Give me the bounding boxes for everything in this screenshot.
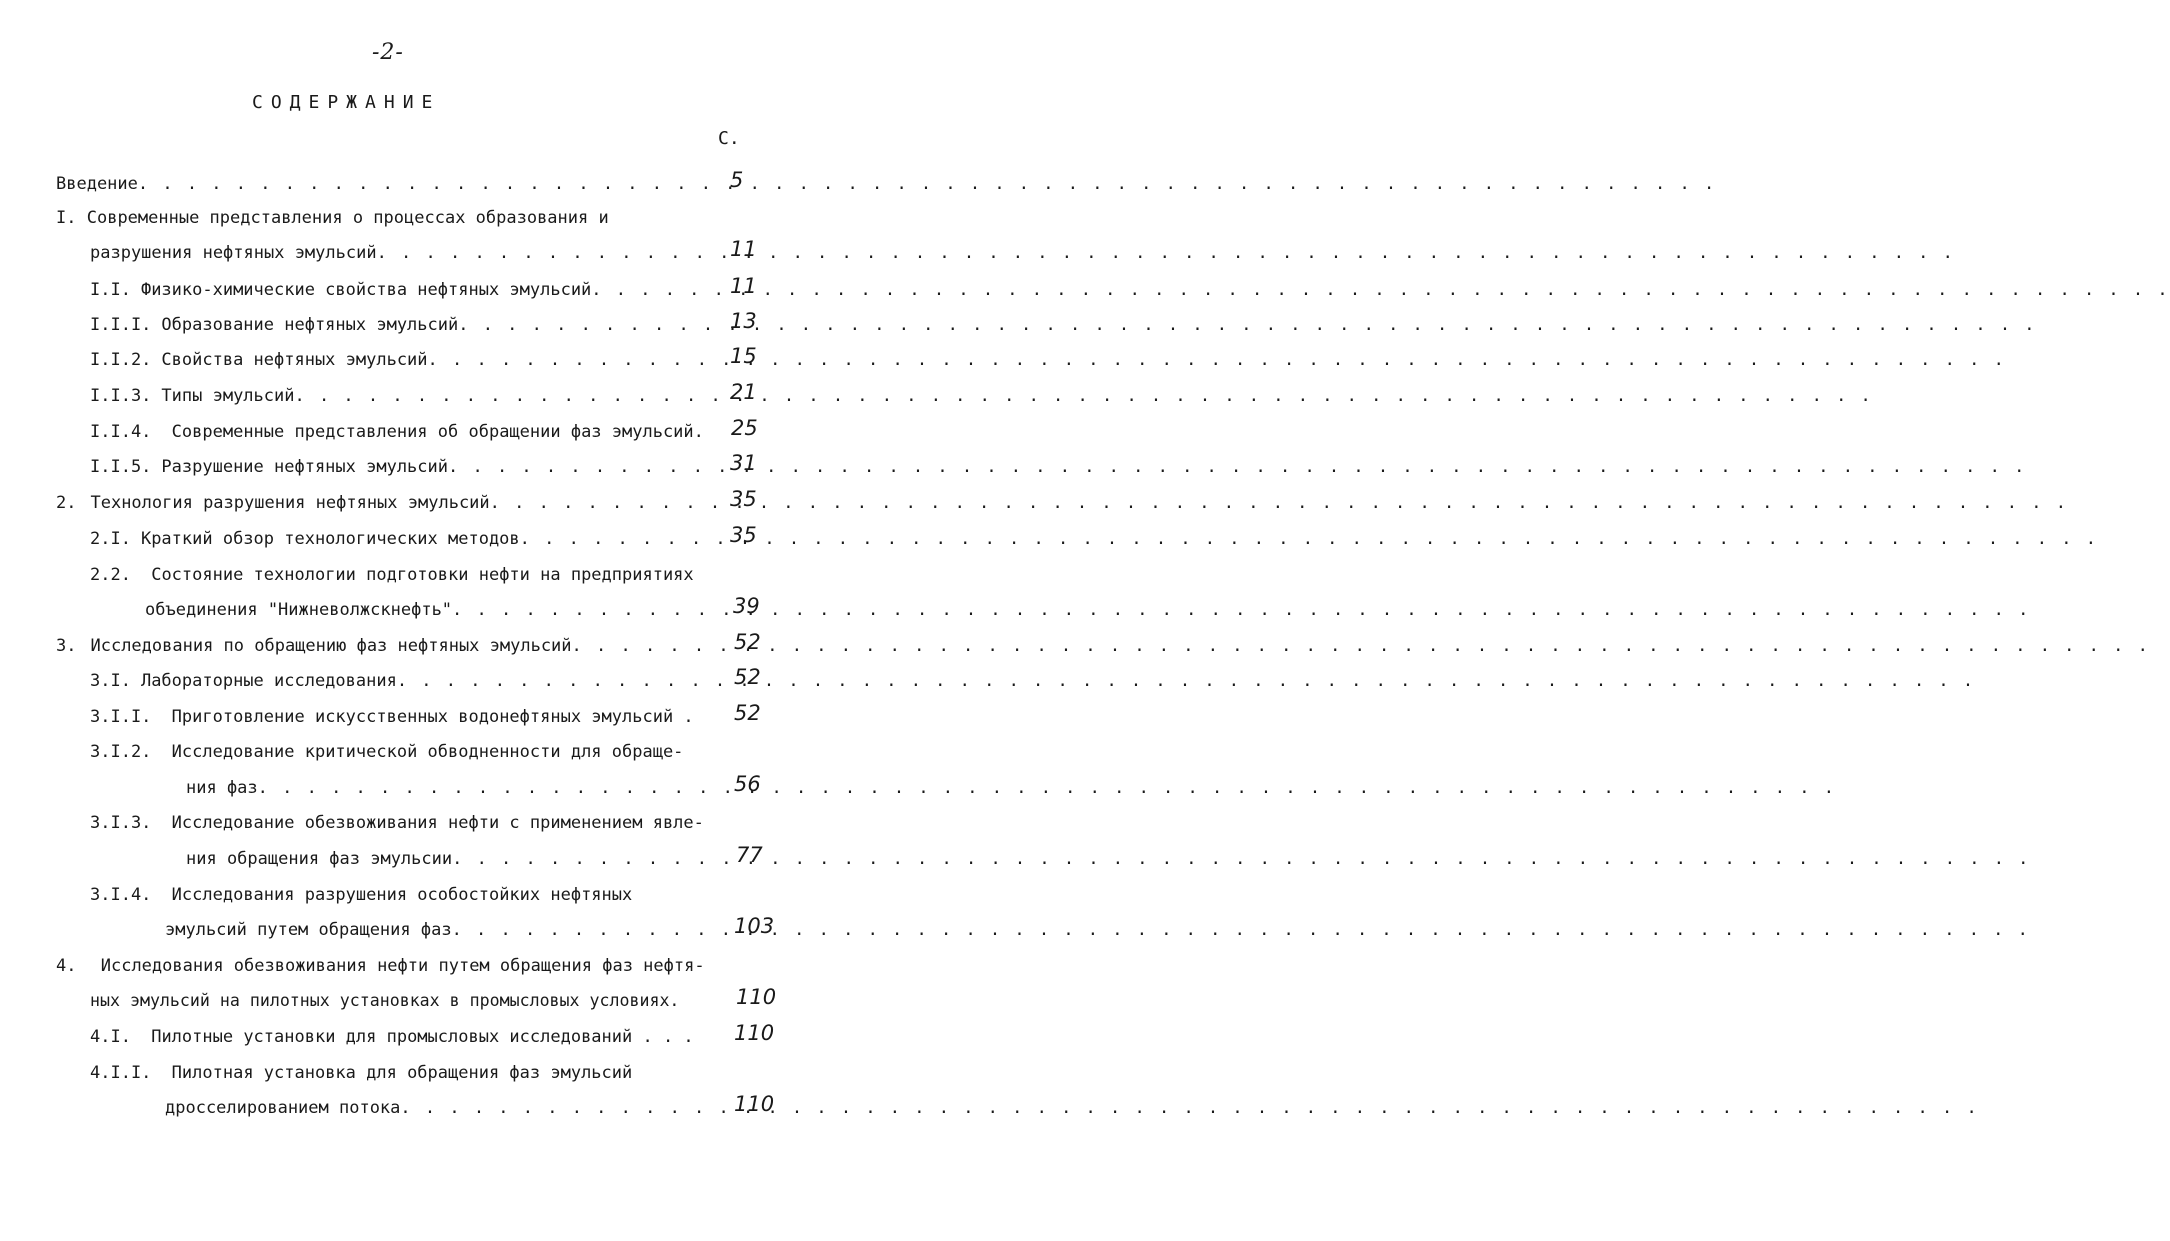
toc-entry-number: 3.I.4. <box>90 885 152 905</box>
toc-entry-4-1-1 <box>90 1063 632 1089</box>
toc-entry-3-1-4-cont <box>165 920 726 946</box>
toc-entry-text: Типы эмульсий <box>161 386 295 406</box>
toc-entry-3-1-4 <box>90 885 632 911</box>
toc-entry-number: I.I.I. <box>90 315 152 335</box>
toc-entry-text: Физико-химические свойства нефтяных эмульсий <box>140 280 592 300</box>
toc-entry-1-1 <box>90 280 726 306</box>
toc-entry-text: Современные представления об обращении фаз эмульсий. <box>171 422 704 442</box>
toc-entry-text: Исследования обезвоживания нефти путем обращения фаз нефтя- <box>100 956 705 976</box>
toc-entry-3-1-3 <box>90 813 704 839</box>
toc-entry-text: Приготовление искусственных водонефтяных эмульсий . <box>171 707 694 727</box>
toc-entry-text: Свойства нефтяных эмульсий <box>161 350 428 370</box>
toc-entry-text: Введение <box>56 174 138 194</box>
toc-entry-number: 3.I. <box>90 671 131 691</box>
toc-entry-4-1-1-cont <box>165 1098 730 1124</box>
toc-entry-text: Образование нефтяных эмульсий <box>161 315 459 335</box>
toc-entry-1-1-3 <box>90 386 726 412</box>
toc-entry-text-cont: ния обращения фаз эмульсии <box>186 849 453 869</box>
toc-entry-2-1 <box>90 529 726 555</box>
toc-entry-1-cont <box>90 243 726 269</box>
toc-page-1-1-5: 31 <box>730 451 757 475</box>
toc-entry-text-cont: ния фаз <box>186 778 258 798</box>
toc-page-1: 11 <box>730 237 757 261</box>
toc-page-1-1-2: 15 <box>730 344 757 368</box>
toc-entry-number: I.I.4. <box>90 422 152 442</box>
toc-entry-intro <box>56 174 726 200</box>
toc-entry-number: I. <box>56 208 77 228</box>
toc-entry-text: Состояние технологии подготовки нефти на предприятиях <box>151 565 694 585</box>
toc-entry-2-2-cont <box>145 600 726 626</box>
toc-entry-3-1-1 <box>90 707 694 733</box>
toc-page-3-1-2: 56 <box>734 772 761 796</box>
toc-entry-number: 4.I.I. <box>90 1063 152 1083</box>
toc-page-1-1: 11 <box>730 274 757 298</box>
toc-page-3-1-1: 52 <box>734 701 761 725</box>
toc-entry-text: Разрушение нефтяных эмульсий <box>161 457 448 477</box>
toc-entry-text-cont: объединения "Нижневолжскнефть" <box>145 600 453 620</box>
toc-entry-number: 3.I.I. <box>90 707 152 727</box>
toc-page-2: 35 <box>730 487 757 511</box>
toc-entry-number: 2. <box>56 493 77 513</box>
toc-entry-1-1-1 <box>90 315 726 341</box>
toc-entry-text-cont: разрушения нефтяных эмульсий <box>90 243 377 263</box>
toc-page-2-1: 35 <box>730 523 757 547</box>
toc-entry-text: Технология разрушения нефтяных эмульсий <box>90 493 490 513</box>
toc-entry-text: Исследование обезвоживания нефти с применением явле- <box>171 813 704 833</box>
page-number: -2- <box>372 40 404 65</box>
toc-page-intro: 5 <box>730 168 744 192</box>
toc-page-1-1-3: 21 <box>730 380 757 404</box>
toc-entry-text: Лабораторные исследования <box>140 671 397 691</box>
toc-entry-text-cont: эмульсий путем обращения фаз <box>165 920 452 940</box>
toc-entry-1 <box>56 208 609 234</box>
toc-page-4-1-1: 110 <box>734 1092 775 1116</box>
toc-entry-2-2 <box>90 565 694 591</box>
toc-entry-text: Пилотная установка для обращения фаз эмульсий <box>171 1063 633 1083</box>
toc-page-3-1: 52 <box>734 665 761 689</box>
toc-entry-1-1-2 <box>90 350 726 376</box>
page-title: СОДЕРЖАНИЕ <box>252 92 441 113</box>
toc-entry-text: Исследования по обращению фаз нефтяных эмульсий <box>90 636 572 656</box>
toc-page-3-1-4: 103 <box>734 914 775 938</box>
toc-entry-text: Исследования разрушения особостойких нефтяных <box>171 885 633 905</box>
toc-page-3-1-3: 77 <box>736 843 763 867</box>
toc-entry-1-1-4 <box>90 422 704 448</box>
toc-page-2-2: 39 <box>733 594 760 618</box>
toc-entry-number: 4. <box>56 956 77 976</box>
toc-entry-text-cont: дросселированием потока <box>165 1098 401 1118</box>
toc-entry-number: 2.2. <box>90 565 131 585</box>
toc-entry-number: I.I. <box>90 280 131 300</box>
toc-entry-3 <box>56 636 726 662</box>
toc-entry-3-1 <box>90 671 726 697</box>
toc-entry-4-cont: ных эмульсий на пилотных установках в промысловых условиях. <box>90 991 680 1010</box>
toc-entry-number: I.I.5. <box>90 457 152 477</box>
toc-page-3: 52 <box>734 630 761 654</box>
toc-entry-text: Пилотные установки для промысловых исследований . . . <box>151 1027 694 1047</box>
toc-entry-1-1-5 <box>90 457 726 483</box>
toc-page-1-1-1: 13 <box>730 309 757 333</box>
toc-entry-text: Современные представления о процессах образования и <box>86 208 609 228</box>
toc-entry-number: 2.I. <box>90 529 131 549</box>
toc-entry-text: Исследование критической обводненности для обраще- <box>171 742 684 762</box>
toc-page-4-1: 110 <box>734 1021 775 1045</box>
toc-entry-number: 4.I. <box>90 1027 131 1047</box>
toc-page-1-1-4: 25 <box>731 416 758 440</box>
toc-entry-4 <box>56 956 705 982</box>
toc-entry-3-1-2 <box>90 742 683 768</box>
toc-page-4: 110 <box>736 985 777 1009</box>
toc-entry-number: 3.I.2. <box>90 742 152 762</box>
toc-entry-number: I.I.2. <box>90 350 152 370</box>
toc-entry-3-1-3-cont <box>186 849 726 875</box>
toc-entry-text: Краткий обзор технологических методов <box>140 529 520 549</box>
toc-entry-3-1-2-cont <box>186 778 726 804</box>
toc-entry-2 <box>56 493 726 519</box>
page-column-header: С. <box>718 128 740 149</box>
toc-entry-number: I.I.3. <box>90 386 152 406</box>
toc-entry-number: 3. <box>56 636 77 656</box>
toc-entry-4-1 <box>90 1027 694 1053</box>
toc-entry-number: 3.I.3. <box>90 813 152 833</box>
